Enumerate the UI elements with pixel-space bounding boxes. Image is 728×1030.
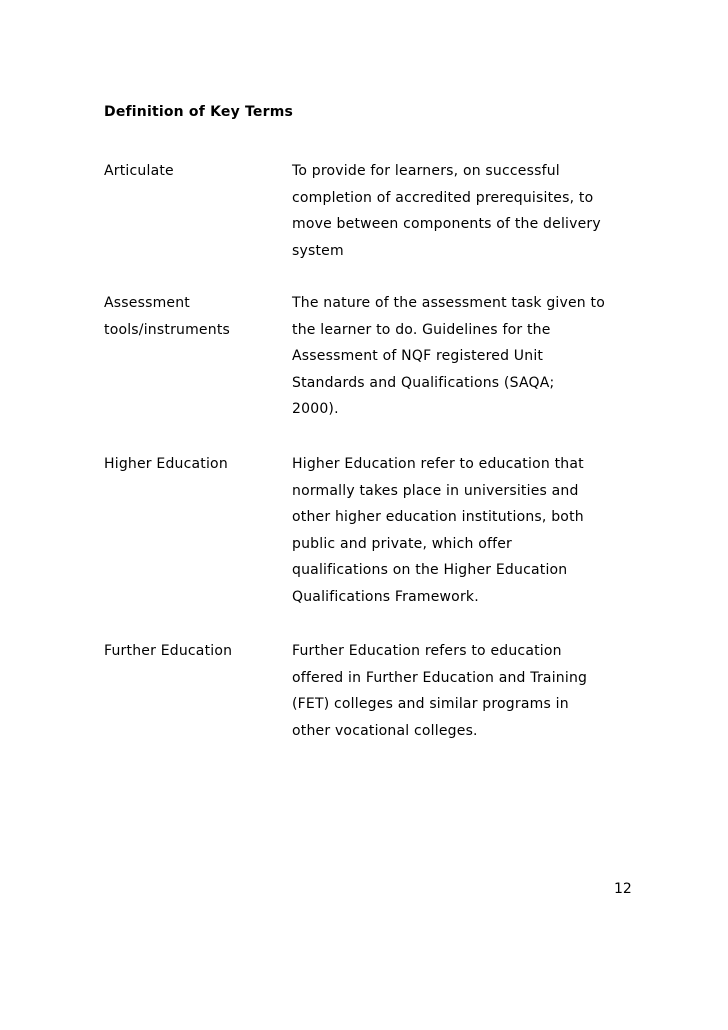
definition-line: Standards and Qualifications (SAQA; — [292, 374, 555, 391]
term-line: Articulate — [104, 163, 174, 179]
definition-line: 2000). — [292, 401, 339, 417]
definition-further-education — [292, 638, 632, 744]
definition-line: normally takes place in universities and — [292, 482, 579, 499]
definition-line: Qualifications Framework. — [292, 588, 479, 605]
section-heading: Definition of Key Terms — [104, 104, 294, 120]
definition-line: completion of accredited prerequisites, to — [292, 189, 594, 206]
definition-line: the learner to do. Guidelines for the — [292, 321, 551, 338]
definition-articulate — [292, 158, 632, 264]
term-line: Further Education — [104, 643, 233, 659]
definition-line: Further Education refers to education — [292, 643, 562, 659]
page-number: 12 — [614, 881, 632, 897]
definition-assessment-tools — [292, 290, 632, 423]
definition-line: To provide for learners, on successful — [292, 163, 560, 179]
term-further-education — [104, 638, 284, 665]
definition-line: other vocational colleges. — [292, 722, 478, 739]
term-line: tools/instruments — [104, 321, 231, 338]
definition-line: The nature of the assessment task given to — [292, 295, 605, 311]
definition-line: offered in Further Education and Training — [292, 669, 588, 686]
definition-line: public and private, which offer — [292, 535, 512, 552]
definition-line: (FET) colleges and similar programs in — [292, 696, 569, 712]
term-assessment-tools — [104, 290, 284, 343]
definition-line: system — [292, 242, 344, 259]
term-higher-education — [104, 451, 284, 478]
term-articulate — [104, 158, 284, 185]
definition-line: Assessment of NQF registered Unit — [292, 348, 544, 364]
term-line: Higher Education — [104, 456, 228, 472]
definition-line: other higher education institutions, both — [292, 509, 584, 525]
definition-line: move between components of the delivery — [292, 216, 601, 232]
definition-line: Higher Education refer to education that — [292, 456, 584, 472]
definition-line: qualifications on the Higher Education — [292, 562, 568, 578]
term-line: Assessment — [104, 295, 190, 311]
definition-higher-education — [292, 451, 632, 610]
